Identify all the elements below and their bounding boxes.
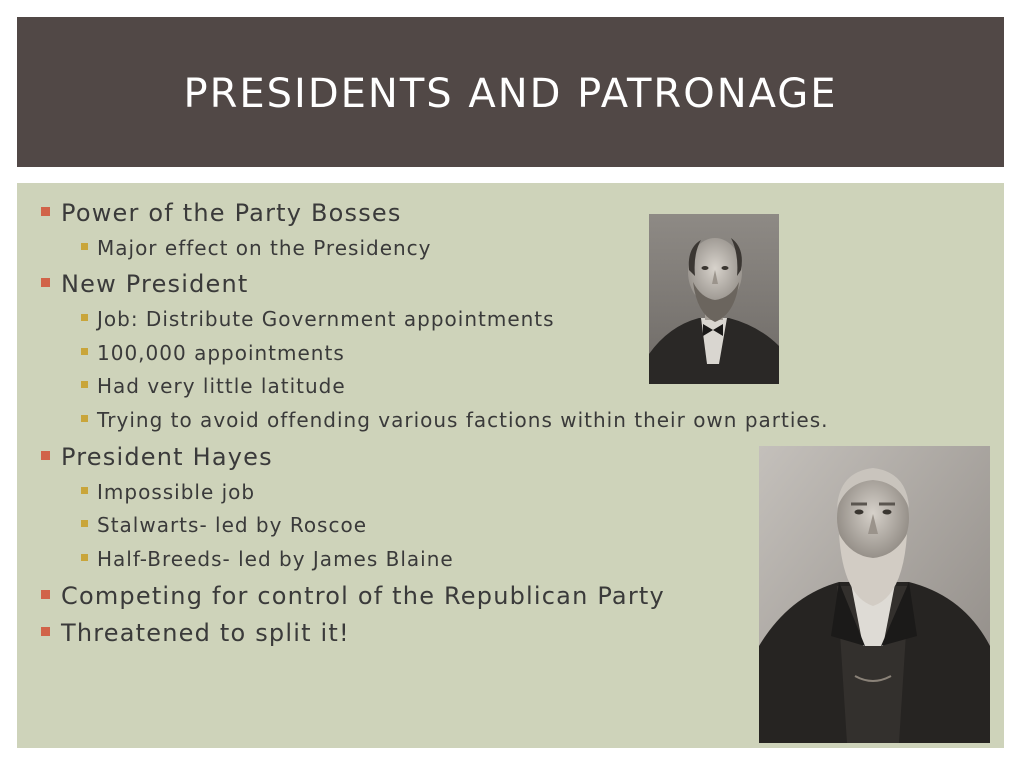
bullet-item-level2 (97, 408, 828, 432)
bullet-text: 100,000 appointments (97, 341, 345, 365)
bullet-item-level2 (97, 236, 432, 260)
bullet-text: Stalwarts- led by Roscoe (97, 513, 368, 537)
portrait-photo-hayes (759, 446, 990, 743)
square-bullet-icon (81, 381, 88, 388)
portrait-boss-illustration (649, 214, 779, 384)
bullet-text: Threatened to split it! (61, 619, 350, 647)
bullet-item-level2 (97, 547, 454, 571)
square-bullet-icon (81, 554, 88, 561)
square-bullet-icon (41, 590, 50, 599)
bullet-item-level2 (97, 374, 346, 398)
square-bullet-icon (81, 348, 88, 355)
bullet-text: Power of the Party Bosses (61, 199, 402, 227)
bullet-item-level1 (61, 270, 249, 298)
bullet-item-level2 (97, 513, 367, 537)
square-bullet-icon (81, 243, 88, 250)
slide-title: PRESIDENTS AND PATRONAGE (183, 71, 838, 117)
bullet-item-level1 (61, 199, 402, 227)
square-bullet-icon (81, 520, 88, 527)
bullet-text: Trying to avoid offending various factions within their own parties. (97, 408, 829, 432)
portrait-photo-boss (649, 214, 779, 384)
bullet-item-level2 (97, 341, 345, 365)
bullet-text: President Hayes (61, 443, 273, 471)
portrait-hayes-illustration (759, 446, 990, 743)
square-bullet-icon (81, 314, 88, 321)
bullet-text: Had very little latitude (97, 374, 346, 398)
bullet-text: Job: Distribute Government appointments (97, 307, 555, 331)
bullet-text: Major effect on the Presidency (97, 236, 432, 260)
square-bullet-icon (81, 487, 88, 494)
square-bullet-icon (41, 278, 50, 287)
bullet-item-level1 (61, 443, 273, 471)
title-bar (17, 17, 1004, 167)
bullet-item-level1 (61, 582, 665, 610)
bullet-text: Half-Breeds- led by James Blaine (97, 547, 454, 571)
square-bullet-icon (41, 451, 50, 460)
square-bullet-icon (41, 627, 50, 636)
bullet-item-level1 (61, 619, 350, 647)
bullet-text: Impossible job (97, 480, 256, 504)
square-bullet-icon (81, 415, 88, 422)
bullet-text: New President (61, 270, 249, 298)
bullet-text: Competing for control of the Republican Party (61, 582, 665, 610)
bullet-item-level2 (97, 307, 555, 331)
bullet-item-level2 (97, 480, 255, 504)
square-bullet-icon (41, 207, 50, 216)
